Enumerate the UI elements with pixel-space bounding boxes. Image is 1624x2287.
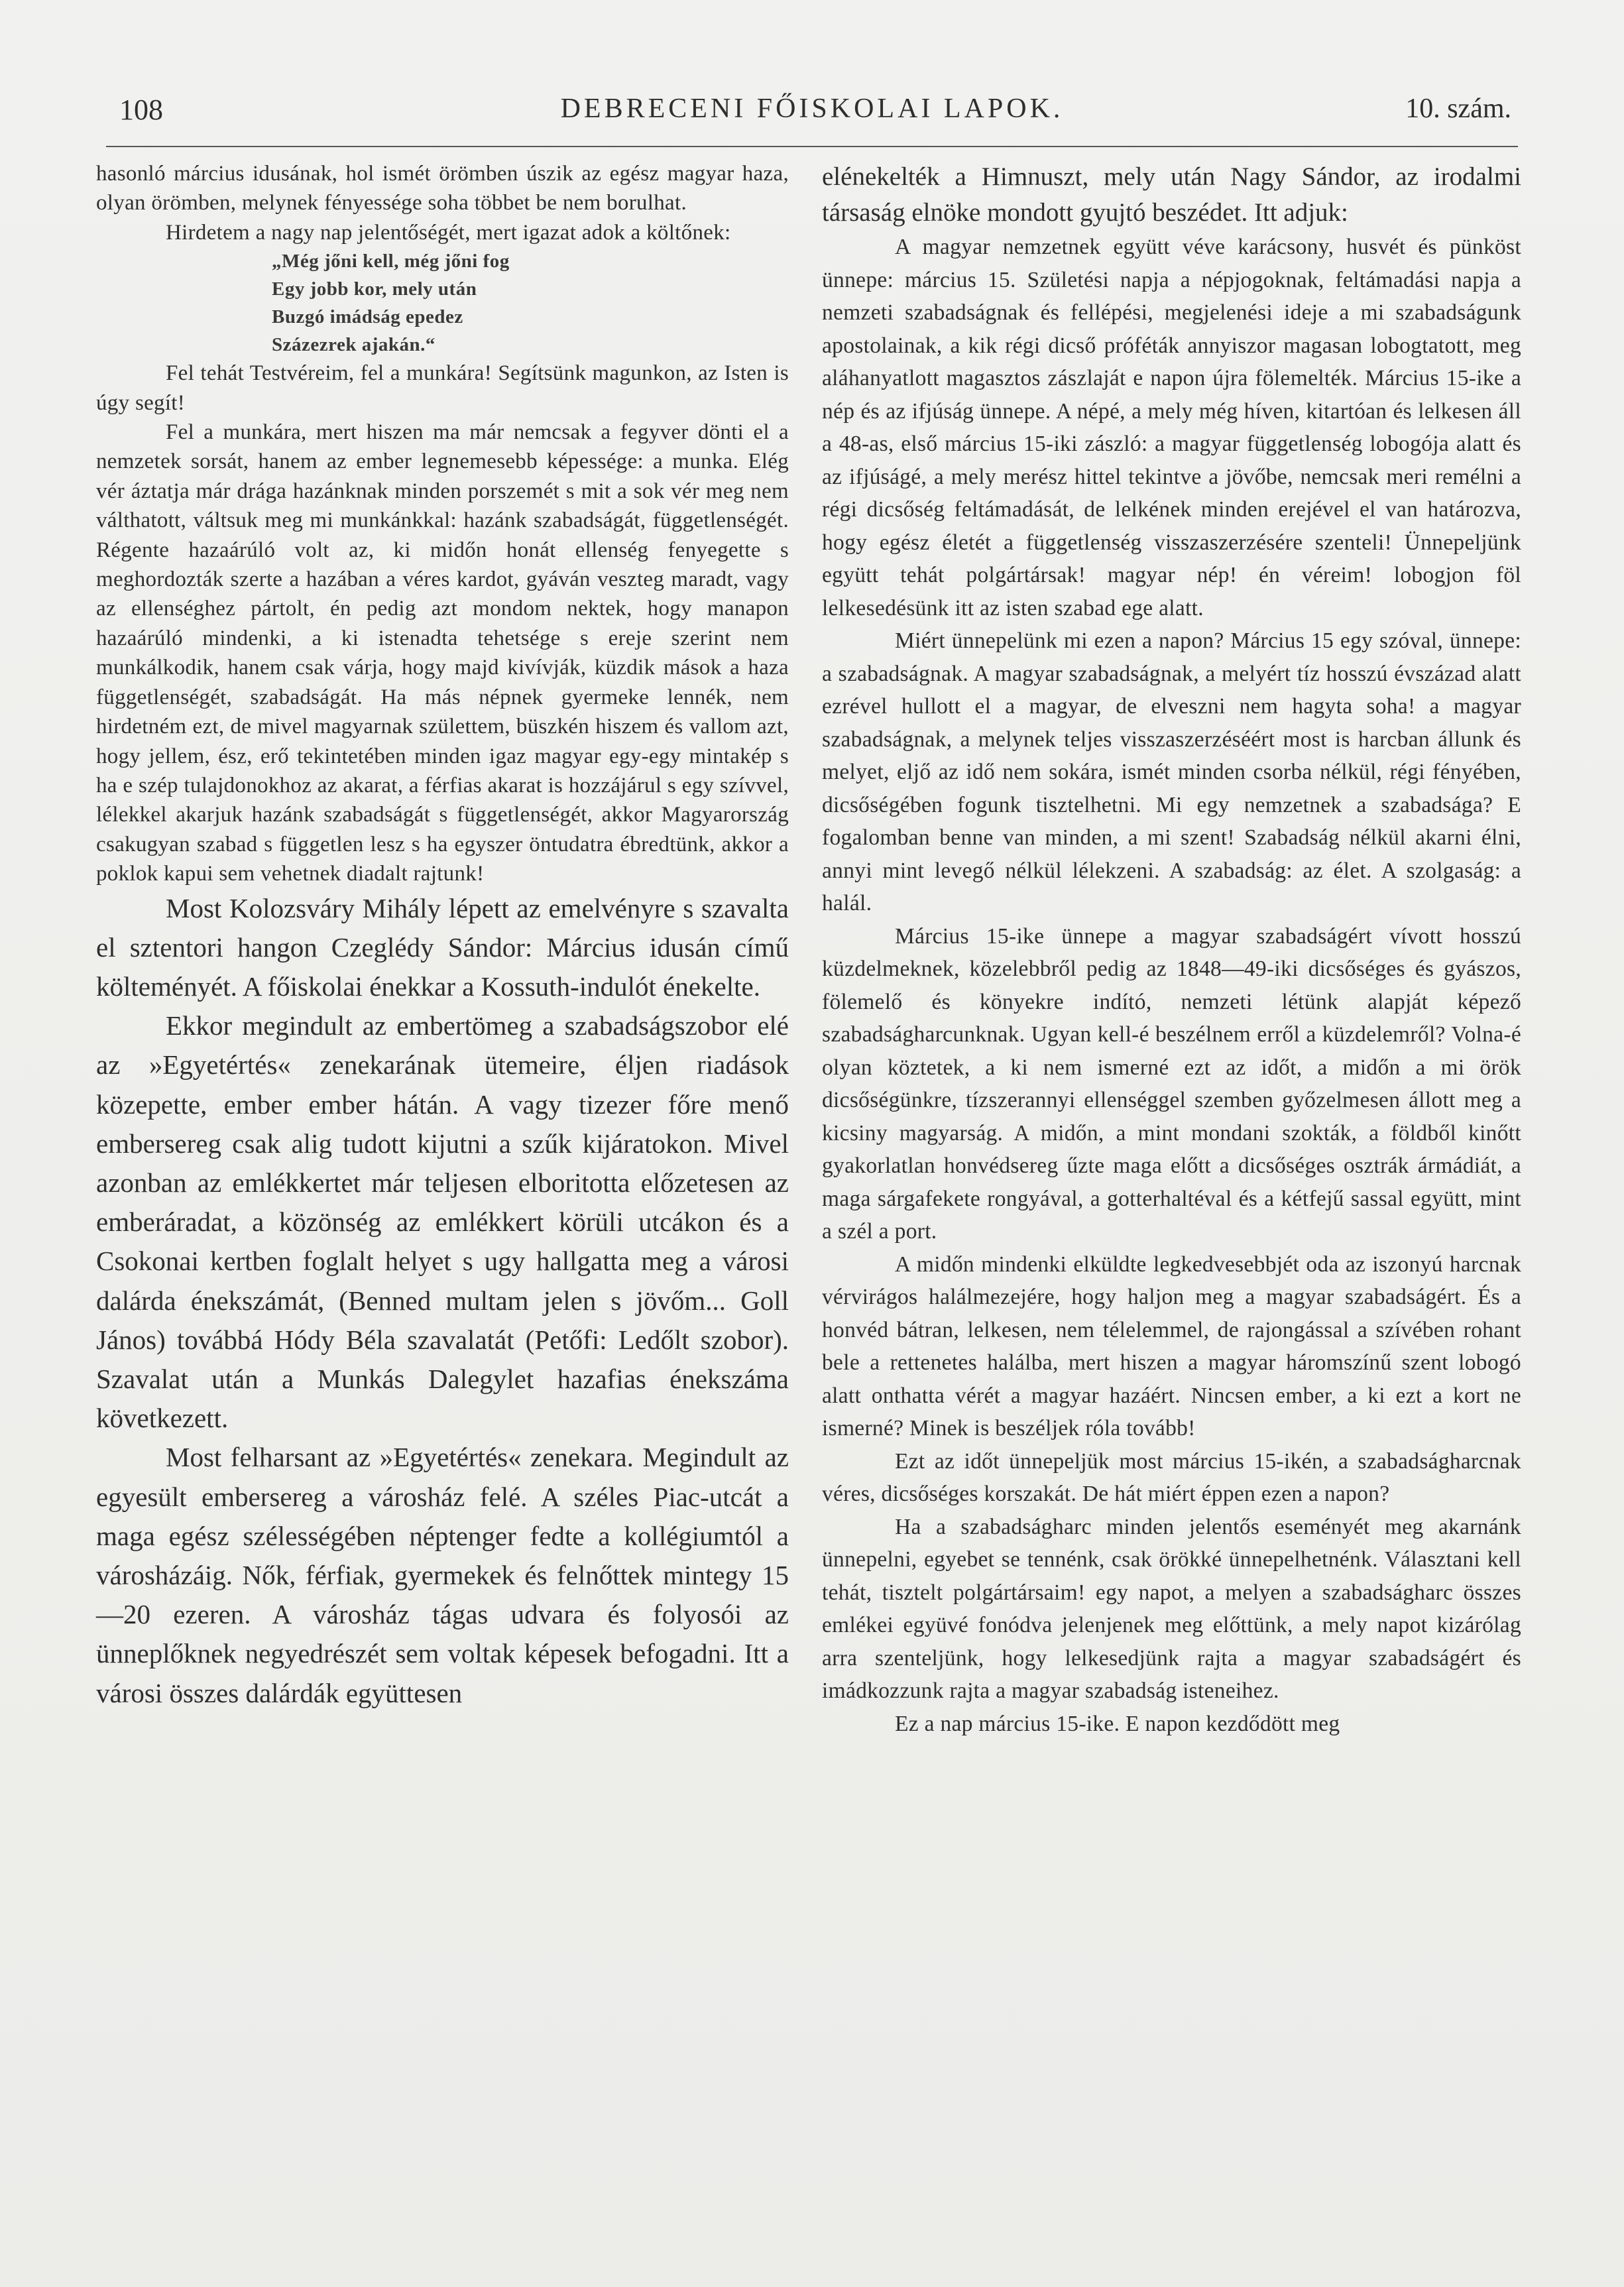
paragraph: Ez a nap március 15-ike. E napon kezdődött meg [895, 1711, 1340, 1736]
right-lead-text [822, 159, 1521, 231]
poem-line: Buzgó imádság epedez [272, 306, 463, 328]
paragraph: Március 15-ike ünnepe a magyar szabadságért vívott hosszú küzdelmeknek, közelebbről pedig az 1848—49-iki dicsőséges és gyászos, fölemelő és könyekre indító, nemzeti létünk alapját képező szabadságharcunknak. Ugyan kell-é beszélnem erről a küzdelemről? Volna-é olyan köztetek, a ki nem ismerné ezt az időt, a midőn a mi örök dicsőségünkre, tízszerannyi ellenséggel szemben győzelmesen állott meg a kicsiny magyarság. A midőn, a mint mondani szokták, a földből kinőtt gyakorlatlan honvédsereg űzte maga előtt a dicsőséges osztrák ármádiát, a maga sárgafekete rongyával, a gotterhaltéval és a kétfejű sassal együtt, mint a szél a port. [822, 923, 1521, 1244]
poem-quote [272, 247, 789, 359]
paragraph: A magyar nemzetnek együtt véve karácsony, husvét és pünköst ünnepe: március 15. Születési napja a népjogoknak, feltámadási napja a nemzeti szabadságnak és fellépési, megjelenési ideje a mi szabadságunk apostolainak, a kik régi dicső próféták annyiszor magasan lobogtatott, meg aláhanyatlott magasztos zászlaját e napon újra fölemelték. Március 15-ike a nép és az ifjúság ünnepe. A népé, a mely még híven, kitartóan és lelkesen áll a 48-as, első március 15-iki zászló: a magyar függetlenség lobogója alatt és az ifjúságé, a mely merész hittel tekintve a jövőbe, nemcsak meri remélni a régi dicsőség feltámadását, de lelkének minden erejével el van határozva, hogy egész életét a függetlenség visszaszerzésére szenteli! Ünnepeljünk együtt tehát polgártársak! magyar nép! én véreim! lobogjon föl lelkesedésünk itt az isten szabad ege alatt. [822, 235, 1521, 620]
left-column [96, 159, 789, 1713]
paragraph: hasonló március idusának, hol ismét örömben úszik az egész magyar haza, olyan örömben, melynek fényessége soha többet be nem borulhat. [96, 162, 789, 215]
paragraph: Ekkor megindult az embertömeg a szabadságszobor elé az »Egyetértés« zenekarának ütemeire, éljen riadások közepette, ember ember hátán. A vagy tizezer főre menő embersereg csak alig tudott kijutni a szűk kijáratokon. Mivel azonban az emlékkertet már teljesen elboritotta előzetesen az emberáradat, a közönség az emlékkert körüli utcákon és a Csokonai kertben foglalt helyet s ugy hallgatta meg a városi dalárda énekszámát, (Benned multam jelen s jövőm... Goll János) továbbá Hódy Béla szavalatát (Petőfi: Ledőlt szobor). Szavalat után a Munkás Dalegylet hazafias énekszáma következett. [96, 1010, 789, 1434]
paragraph: Hirdetem a nagy nap jelentőségét, mert igazat adok a költőnek: [166, 220, 731, 245]
speech-text [822, 231, 1521, 1740]
issue-number: 10. szám. [1405, 93, 1511, 124]
paragraph: Miért ünnepelünk mi ezen a napon? Március 15 egy szóval, ünnepe: a szabadságnak. A magyar szabadságnak, a melyért tíz hosszú évszázad alatt ezrével hullott el a magyar, de elveszni nem hagyta soha! a magyar szabadságnak, a melynek teljes visszaszerzéséért most is harcban állunk és melyet, eljő az idő nem sokára, ismét minden csorba nélkül, régi fényében, dicsőségében fogunk tisztelhetni. Mi egy nemzetnek a szabadsága? E fogalomban benne van minden, a mi szent! Szabadság nélkül akarni élni, annyi mint levegő nélkül lélekzeni. A szabadság: az élet. A szolgaság: a halál. [822, 628, 1521, 915]
paragraph: A midőn mindenki elküldte legkedvesebbjét oda az iszonyú harcnak vérvirágos halálmezejére, hogy haljon meg a magyar szabadságért. És a honvéd bátran, lelkesen, nem télelemmel, de rajongással a szívében rohant bele a rettenetes halálba, mert hiszen a magyar háromszínű szent lobogó alatt onthatta vérét a magyar hazáért. Nincsen ember, a ki ezt a kort ne ismerné? Minek is beszéljek róla tovább! [822, 1252, 1521, 1440]
poem-line: Százezrek ajakán.“ [272, 334, 435, 356]
poem-line: Egy jobb kor, mely után [272, 278, 477, 300]
paragraph: Ezt az időt ünnepeljük most március 15-ikén, a szabadságharcnak véres, dicsőséges korszakát. De hát miért éppen ezen a napon? [822, 1448, 1521, 1506]
left-large-text [96, 889, 789, 1713]
paragraph: Most Kolozsváry Mihály lépett az emelvényre s szavalta el sztentori hangon Czeglédy Sándor: Március idusán című költeményét. A főiskolai énekkar a Kossuth-indulót énekelte. [96, 892, 789, 1002]
page-header [106, 93, 1518, 147]
paragraph: elénekelték a Himnuszt, mely után Nagy Sándor, az irodalmi társaság elnöke mondott gyujtó beszédet. Itt adjuk: [822, 162, 1521, 227]
page-number: 108 [119, 93, 163, 126]
paragraph: Fel tehát Testvéreim, fel a munkára! Segítsünk magunkon, az Isten is úgy segít! [96, 361, 789, 415]
paragraph: Fel a munkára, mert hiszen ma már nemcsak a fegyver dönti el a nemzetek sorsát, hanem az ember legnemesebb képessége: a munka. Elég vér áztatja már drága hazánknak minden porszemét s mit a sok vér meg nem válthatott, váltsuk meg mi munkánkkal: hazánk szabadságát, függetlenségét. Régente hazaárúló volt az, ki midőn honát ellenség fenyegette s meghordozták szerte a hazában a véres kardot, gyáván veszteg maradt, vagy az ellenséghez pártolt, én pedig azt mondom nektek, hogy manapon hazaárúló mindenki, a ki istenadta tehetsége s ereje szerint nem munkálkodik, hanem csak várja, hogy majd kivívják, küzdik mások a haza függetlenségét, szabadságát. Ha más népnek gyermeke lennék, nem hirdetném ezt, de mivel magyarnak születtem, büszkén hiszem és vallom azt, hogy jellem, ész, erő tekintetében minden igaz magyar egy-egy mintakép s ha e szép tulajdonokhoz az akarat, a férfias akarat is hozzájárul s egy szívvel, lélekkel akarjuk hazánk szabadságát s függetlenségét, akkor Magyarország csakugyan szabad s független lesz s ha egyszer öntudatra ébredtünk, akkor a poklok kapui sem vehetnek diadalt rajtunk! [96, 420, 789, 886]
paragraph: Most felharsant az »Egyetértés« zenekara. Megindult az egyesült embersereg a városház felé. A széles Piac-utcát a maga egész szélességében néptenger fedte a kollégiumtól a városházáig. Nők, férfiak, gyermekek és felnőttek mintegy 15—20 ezeren. A városház tágas udvara és folyosói az ünneplőknek negyedrészét sem voltak képesek befogadni. Itt a városi összes dalárdák együttesen [96, 1442, 789, 1708]
left-small-text-2 [96, 359, 789, 888]
left-small-text [96, 159, 789, 247]
right-column [822, 159, 1521, 1740]
paragraph: Ha a szabadságharc minden jelentős eseményét meg akarnánk ünnepelni, egyebet se tennénk, csak örökké ünnepelhetnénk. Választani kell tehát, tisztelt polgártársaim! egy napot, a melyen a szabadságharc összes emlékei együvé fonódva jelenjenek meg előttünk, a mely napot kizárólag arra szenteljünk, hogy lelkesedjünk rajta a magyar szabadságért és imádkozzunk rajta a magyar szabadság isteneihez. [822, 1514, 1521, 1703]
journal-title: DEBRECENI FŐISKOLAI LAPOK. [560, 93, 1064, 124]
poem-line: „Még jőni kell, még jőni fog [272, 251, 510, 272]
